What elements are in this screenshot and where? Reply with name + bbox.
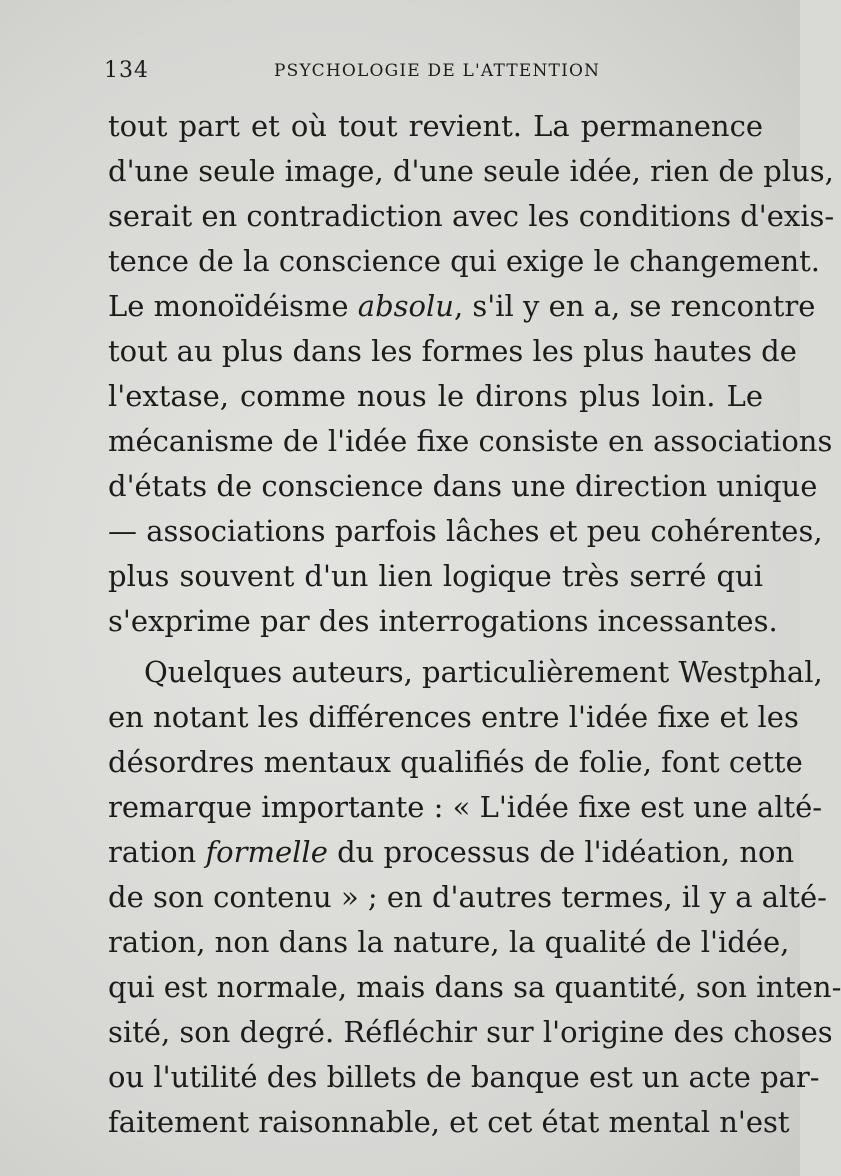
text-line: serait en contradiction avec les conditions d'exis-	[108, 199, 835, 233]
text-line: l'extase, comme nous le dirons plus loin. Le	[108, 379, 763, 413]
body-text	[108, 104, 841, 1145]
text-line: tout part et où tout revient. La permanence	[108, 109, 763, 143]
italic-word: absolu	[357, 289, 454, 323]
page-number: 134	[104, 58, 149, 83]
italic-word: formelle	[205, 835, 328, 869]
text-line: d'états de conscience dans une direction unique	[108, 469, 818, 503]
text-line: mécanisme de l'idée fixe consiste en associations	[108, 424, 833, 458]
text-line: qui est normale, mais dans sa quantité, son inten-	[108, 970, 841, 1004]
text-run: , s'il y en a, se rencontre	[453, 289, 816, 323]
page-header	[104, 58, 754, 90]
text-line: Quelques auteurs, particulièrement Westphal,	[144, 655, 823, 689]
text-run: du processus de l'idéation, non	[327, 835, 795, 869]
text-line: s'exprime par des interrogations incessantes.	[108, 604, 778, 638]
text-line: en notant les différences entre l'idée fixe et les	[108, 700, 799, 734]
text-line: ou l'utilité des billets de banque est un acte par-	[108, 1060, 820, 1094]
paragraph-2	[108, 650, 841, 1145]
text-line	[108, 830, 795, 875]
text-line	[108, 284, 816, 329]
text-line: sité, son degré. Réfléchir sur l'origine des choses	[108, 1015, 833, 1049]
text-line: ration, non dans la nature, la qualité de l'idée,	[108, 925, 790, 959]
text-line: de son contenu » ; en d'autres termes, il y a alté-	[108, 880, 827, 914]
text-line: — associations parfois lâches et peu cohérentes,	[108, 514, 823, 548]
text-run: ration	[108, 835, 206, 869]
paragraph-1	[108, 104, 835, 644]
text-line: d'une seule image, d'une seule idée, rien de plus,	[108, 154, 834, 188]
text-line: tout au plus dans les formes les plus hautes de	[108, 334, 797, 368]
text-line: plus souvent d'un lien logique très serré qui	[108, 559, 763, 593]
text-line: désordres mentaux qualifiés de folie, font cette	[108, 745, 803, 779]
text-line: remarque importante : « L'idée fixe est une alté-	[108, 790, 823, 824]
text-line: tence de la conscience qui exige le changement.	[108, 244, 821, 278]
text-line: faitement raisonnable, et cet état mental n'est	[108, 1105, 790, 1139]
running-head: PSYCHOLOGIE DE L'ATTENTION	[274, 61, 601, 81]
text-run: Le monoïdéisme	[108, 289, 358, 323]
